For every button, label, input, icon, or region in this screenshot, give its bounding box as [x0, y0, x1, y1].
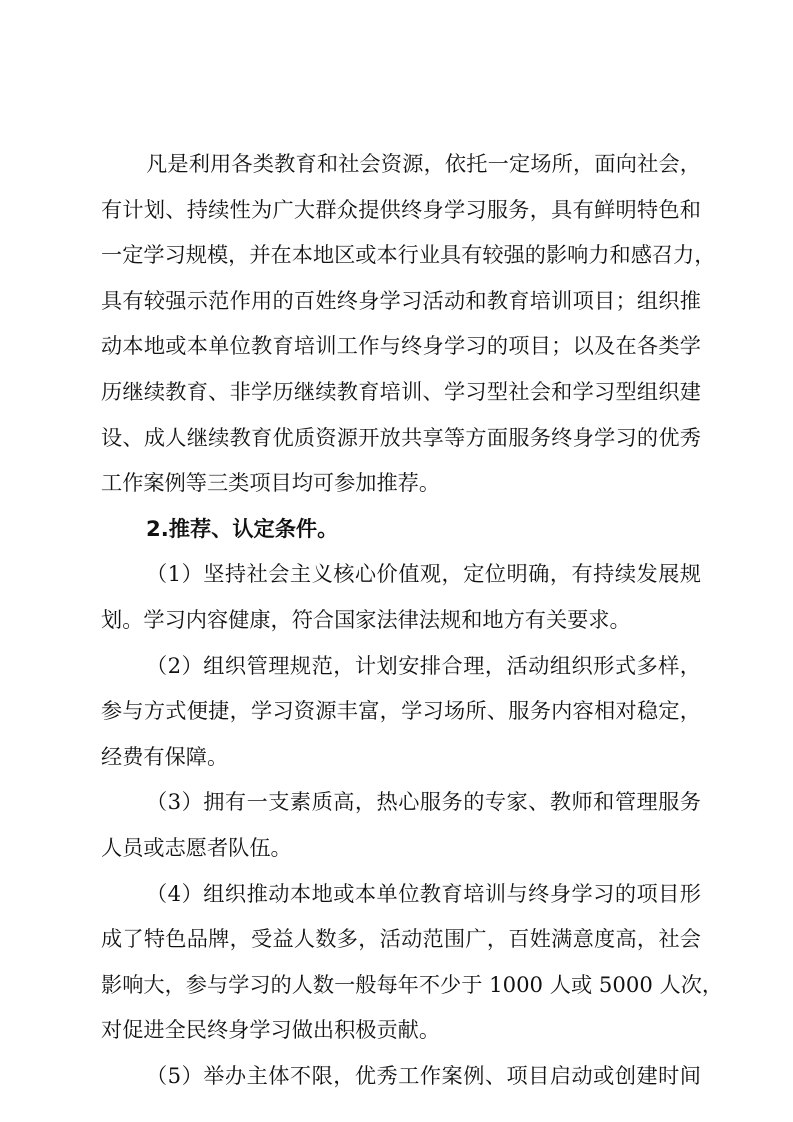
paragraph-line-5: 动本地或本单位教育培训工作与终身学习的项目；以及在各类学 — [101, 333, 701, 358]
section-heading: 2.推荐、认定条件。 — [146, 516, 339, 541]
paragraph-line-7: 设、成人继续教育优质资源开放共享等方面服务终身学习的优秀 — [101, 425, 701, 450]
condition-2-line-1: （2）组织管理规范，计划安排合理，活动组织形式多样， — [146, 653, 701, 678]
paragraph-line-2: 有计划、持续性为广大群众提供终身学习服务，具有鲜明特色和 — [101, 197, 701, 222]
paragraph-line-4: 具有较强示范作用的百姓终身学习活动和教育培训项目；组织推 — [101, 288, 701, 313]
condition-3-line-2: 人员或志愿者队伍。 — [101, 835, 292, 860]
condition-4-line-2: 成了特色品牌，受益人数多，活动范围广，百姓满意度高，社会 — [101, 926, 701, 951]
paragraph-line-6: 历继续教育、非学历继续教育培训、学习型社会和学习型组织建 — [101, 379, 701, 404]
paragraph-line-8: 工作案例等三类项目均可参加推荐。 — [101, 470, 441, 495]
condition-1-line-1: （1）坚持社会主义核心价值观，定位明确，有持续发展规 — [146, 561, 701, 586]
condition-2-line-2: 参与方式便捷，学习资源丰富，学习场所、服务内容相对稳定， — [101, 698, 701, 723]
condition-3-line-1: （3）拥有一支素质高，热心服务的专家、教师和管理服务 — [146, 789, 701, 814]
condition-4-line-3: 影响大，参与学习的人数一般每年不少于 1000 人或 5000 人次， — [101, 972, 724, 997]
condition-1-line-2: 划。学习内容健康，符合国家法律法规和地方有关要求。 — [101, 607, 631, 632]
paragraph-line-3: 一定学习规模，并在本地区或本行业具有较强的影响力和感召力， — [101, 242, 716, 267]
condition-4-line-4: 对促进全民终身学习做出积极贡献。 — [101, 1017, 441, 1042]
condition-4-line-1: （4）组织推动本地或本单位教育培训与终身学习的项目形 — [146, 881, 701, 906]
condition-2-line-3: 经费有保障。 — [101, 744, 229, 769]
paragraph-line-1: 凡是利用各类教育和社会资源，依托一定场所，面向社会， — [146, 151, 701, 176]
condition-5-line-1: （5）举办主体不限，优秀工作案例、项目启动或创建时间 — [146, 1063, 701, 1088]
